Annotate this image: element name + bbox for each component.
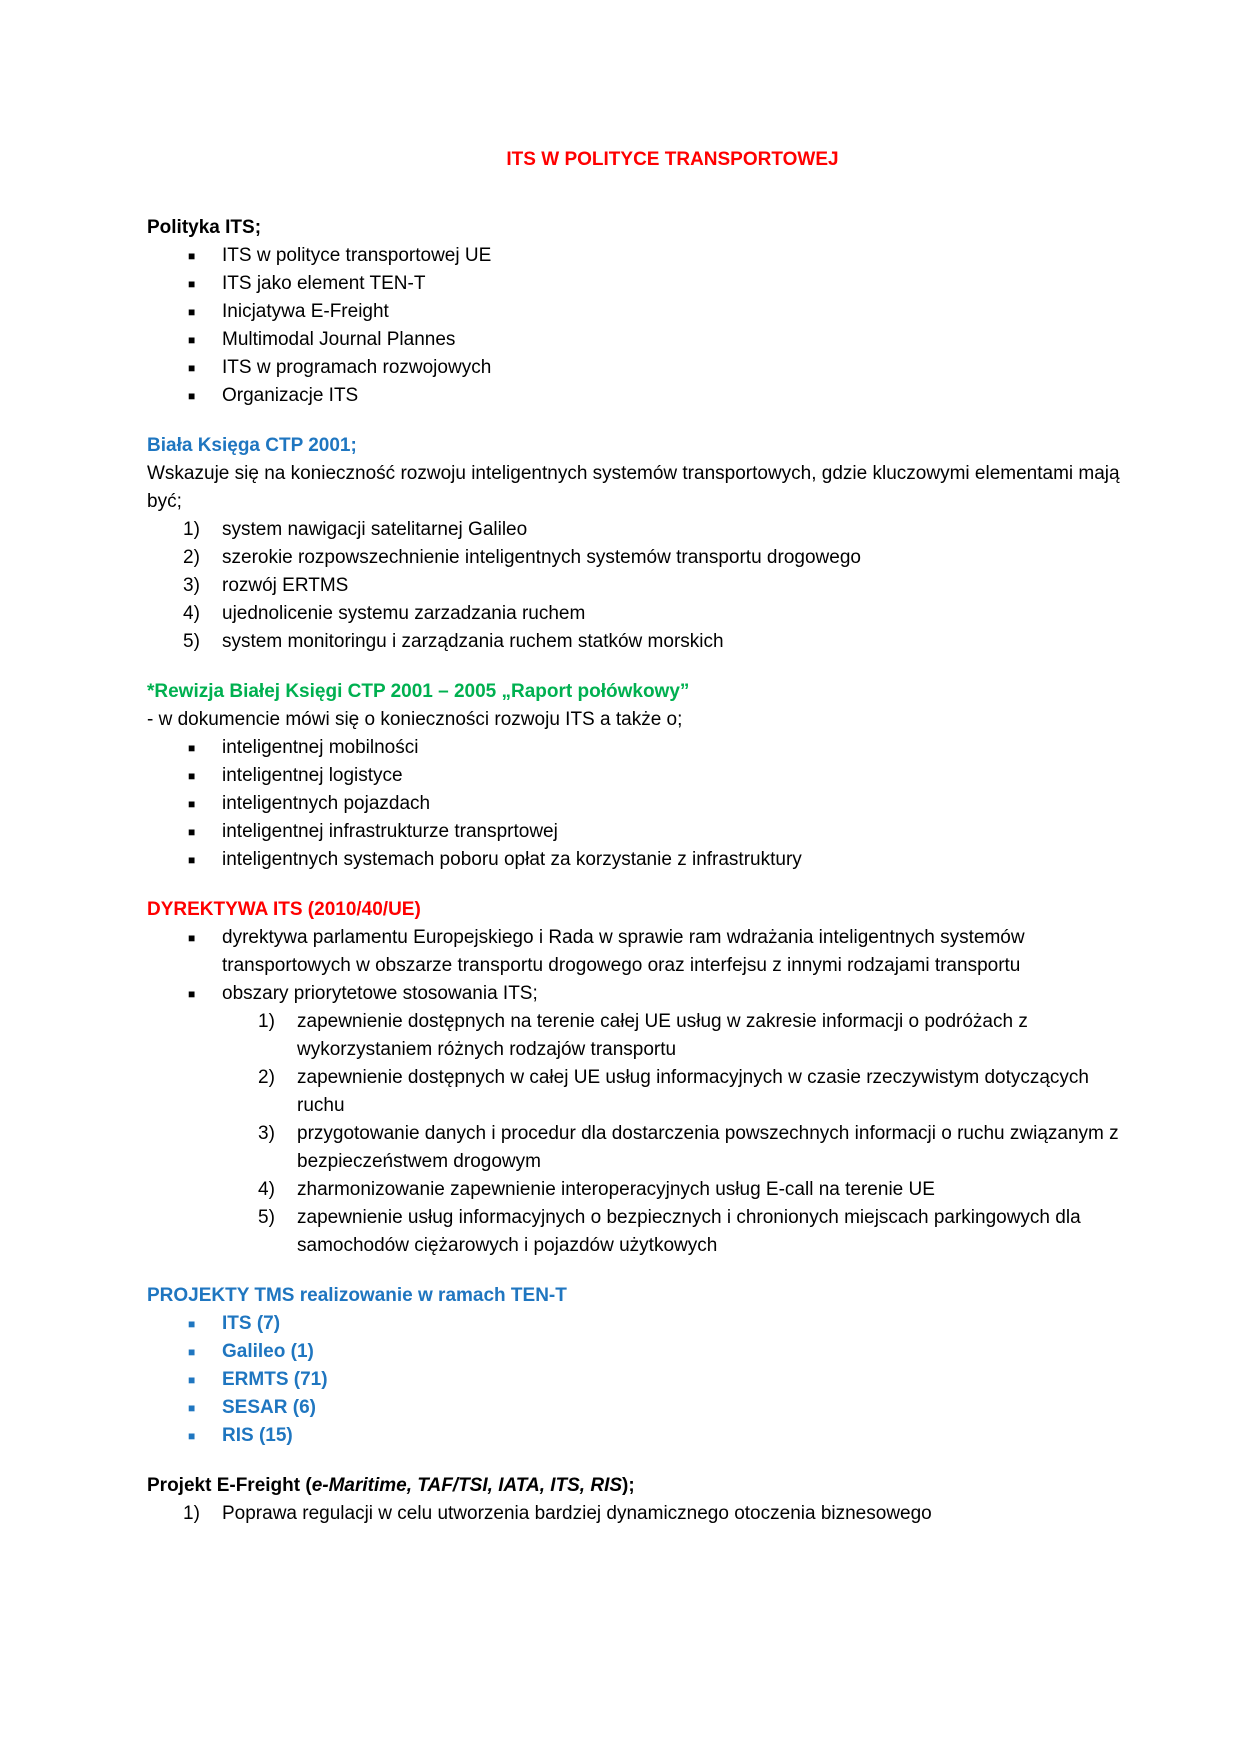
list-item: 4) zharmonizowanie zapewnienie interoperacyjnych usług E-call na terenie UE xyxy=(258,1179,935,1200)
bullet-icon: ■ xyxy=(188,1401,196,1415)
list-item: ■ ITS w polityce transportowej UE xyxy=(147,242,1140,270)
bullet-icon: ■ xyxy=(188,305,196,319)
section-projekty xyxy=(147,1282,1140,1450)
list-item: ■ ITS (7) xyxy=(147,1310,1140,1338)
section-rewizja xyxy=(147,678,1140,874)
projekty-list xyxy=(147,1310,1140,1450)
bullet-icon: ■ xyxy=(188,769,196,783)
section-polityka xyxy=(147,214,1140,410)
list-item: ■ ITS jako element TEN-T xyxy=(147,270,1140,298)
list-item: ■ inteligentnych pojazdach xyxy=(147,790,1140,818)
list-item: 1) Poprawa regulacji w celu utworzenia bardziej dynamicznego otoczenia biznesowego xyxy=(183,1503,932,1524)
rewizja-list xyxy=(147,734,1140,874)
section-heading-rewizja: *Rewizja Białej Księgi CTP 2001 – 2005 „Raport połówkowy” xyxy=(147,681,690,702)
list-item: ■ ITS w programach rozwojowych xyxy=(147,354,1140,382)
list-item: ■ Organizacje ITS xyxy=(147,382,1140,410)
bullet-icon: ■ xyxy=(188,1373,196,1387)
bullet-icon: ■ xyxy=(188,361,196,375)
section-efreight xyxy=(147,1472,1140,1528)
list-item: ■ inteligentnej logistyce xyxy=(147,762,1140,790)
page-title: ITS W POLITYCE TRANSPORTOWEJ xyxy=(506,149,839,170)
bullet-icon: ■ xyxy=(188,389,196,403)
list-item: ■ inteligentnej infrastrukturze transprtowej xyxy=(147,818,1140,846)
list-item: ■ SESAR (6) xyxy=(147,1394,1140,1422)
section-dyrektywa xyxy=(147,896,1140,1260)
biala-ksiega-intro: Wskazuje się na konieczność rozwoju inteligentnych systemów transportowych, gdzie kluczowymi elementami mają być; xyxy=(147,463,1120,512)
list-item: 1) zapewnienie dostępnych na terenie całej UE usług w zakresie informacji o podróżach z wykorzystaniem różnych rodzajów transportu xyxy=(258,1011,1028,1060)
dyrektywa-priority-list xyxy=(147,1008,1140,1260)
biala-ksiega-list xyxy=(147,516,1140,656)
bullet-icon: ■ xyxy=(188,987,196,1001)
list-item: ■ obszary priorytetowe stosowania ITS; xyxy=(147,980,1140,1008)
list-item: 2) szerokie rozpowszechnienie inteligentnych systemów transportu drogowego xyxy=(183,547,861,568)
section-biala-ksiega xyxy=(147,432,1140,656)
list-item: 5) system monitoringu i zarządzania ruchem statków morskich xyxy=(183,631,724,652)
list-item: 5) zapewnienie usług informacyjnych o bezpiecznych i chronionych miejscach parkingowych dla samochodów ciężarowych i pojazdów użytkowych xyxy=(258,1207,1081,1256)
bullet-icon: ■ xyxy=(188,931,196,945)
bullet-icon: ■ xyxy=(188,741,196,755)
section-heading-efreight: Projekt E-Freight (e-Maritime, TAF/TSI, IATA, ITS, RIS); xyxy=(147,1475,635,1496)
list-item: 1) system nawigacji satelitarnej Galileo xyxy=(183,519,528,540)
list-item: ■ Galileo (1) xyxy=(147,1338,1140,1366)
list-item: ■ ERMTS (71) xyxy=(147,1366,1140,1394)
dyrektywa-list xyxy=(147,924,1140,1008)
list-item: ■ inteligentnych systemach poboru opłat za korzystanie z infrastruktury xyxy=(147,846,1140,874)
list-item: ■ dyrektywa parlamentu Europejskiego i Rada w sprawie ram wdrażania inteligentnych systemów transportowych w obszarze transportu drogowego oraz interfejsu z innymi rodzajami transportu xyxy=(147,924,1140,980)
bullet-icon: ■ xyxy=(188,1345,196,1359)
list-item: 4) ujednolicenie systemu zarzadzania ruchem xyxy=(183,603,586,624)
bullet-icon: ■ xyxy=(188,333,196,347)
rewizja-intro: - w dokumencie mówi się o konieczności rozwoju ITS a także o; xyxy=(147,709,683,730)
section-heading-dyrektywa: DYREKTYWA ITS (2010/40/UE) xyxy=(147,899,421,920)
bullet-icon: ■ xyxy=(188,249,196,263)
list-item: 3) przygotowanie danych i procedur dla dostarczenia powszechnych informacji o ruchu związanym z bezpieczeństwem drogowym xyxy=(258,1123,1119,1172)
section-heading-polityka: Polityka ITS; xyxy=(147,217,262,238)
efreight-list xyxy=(147,1500,1140,1528)
bullet-icon: ■ xyxy=(188,277,196,291)
list-item: 2) zapewnienie dostępnych w całej UE usług informacyjnych w czasie rzeczywistym dotyczących ruchu xyxy=(258,1067,1089,1116)
list-item: ■ Multimodal Journal Plannes xyxy=(147,326,1140,354)
section-heading-biala-ksiega: Biała Księga CTP 2001; xyxy=(147,435,357,456)
bullet-icon: ■ xyxy=(188,825,196,839)
list-item: 3) rozwój ERTMS xyxy=(183,575,349,596)
polityka-list xyxy=(147,242,1140,410)
list-item: ■ RIS (15) xyxy=(147,1422,1140,1450)
bullet-icon: ■ xyxy=(188,1317,196,1331)
section-heading-projekty: PROJEKTY TMS realizowanie w ramach TEN-T xyxy=(147,1285,567,1306)
bullet-icon: ■ xyxy=(188,1429,196,1443)
list-item: ■ inteligentnej mobilności xyxy=(147,734,1140,762)
list-item: ■ Inicjatywa E-Freight xyxy=(147,298,1140,326)
bullet-icon: ■ xyxy=(188,853,196,867)
bullet-icon: ■ xyxy=(188,797,196,811)
